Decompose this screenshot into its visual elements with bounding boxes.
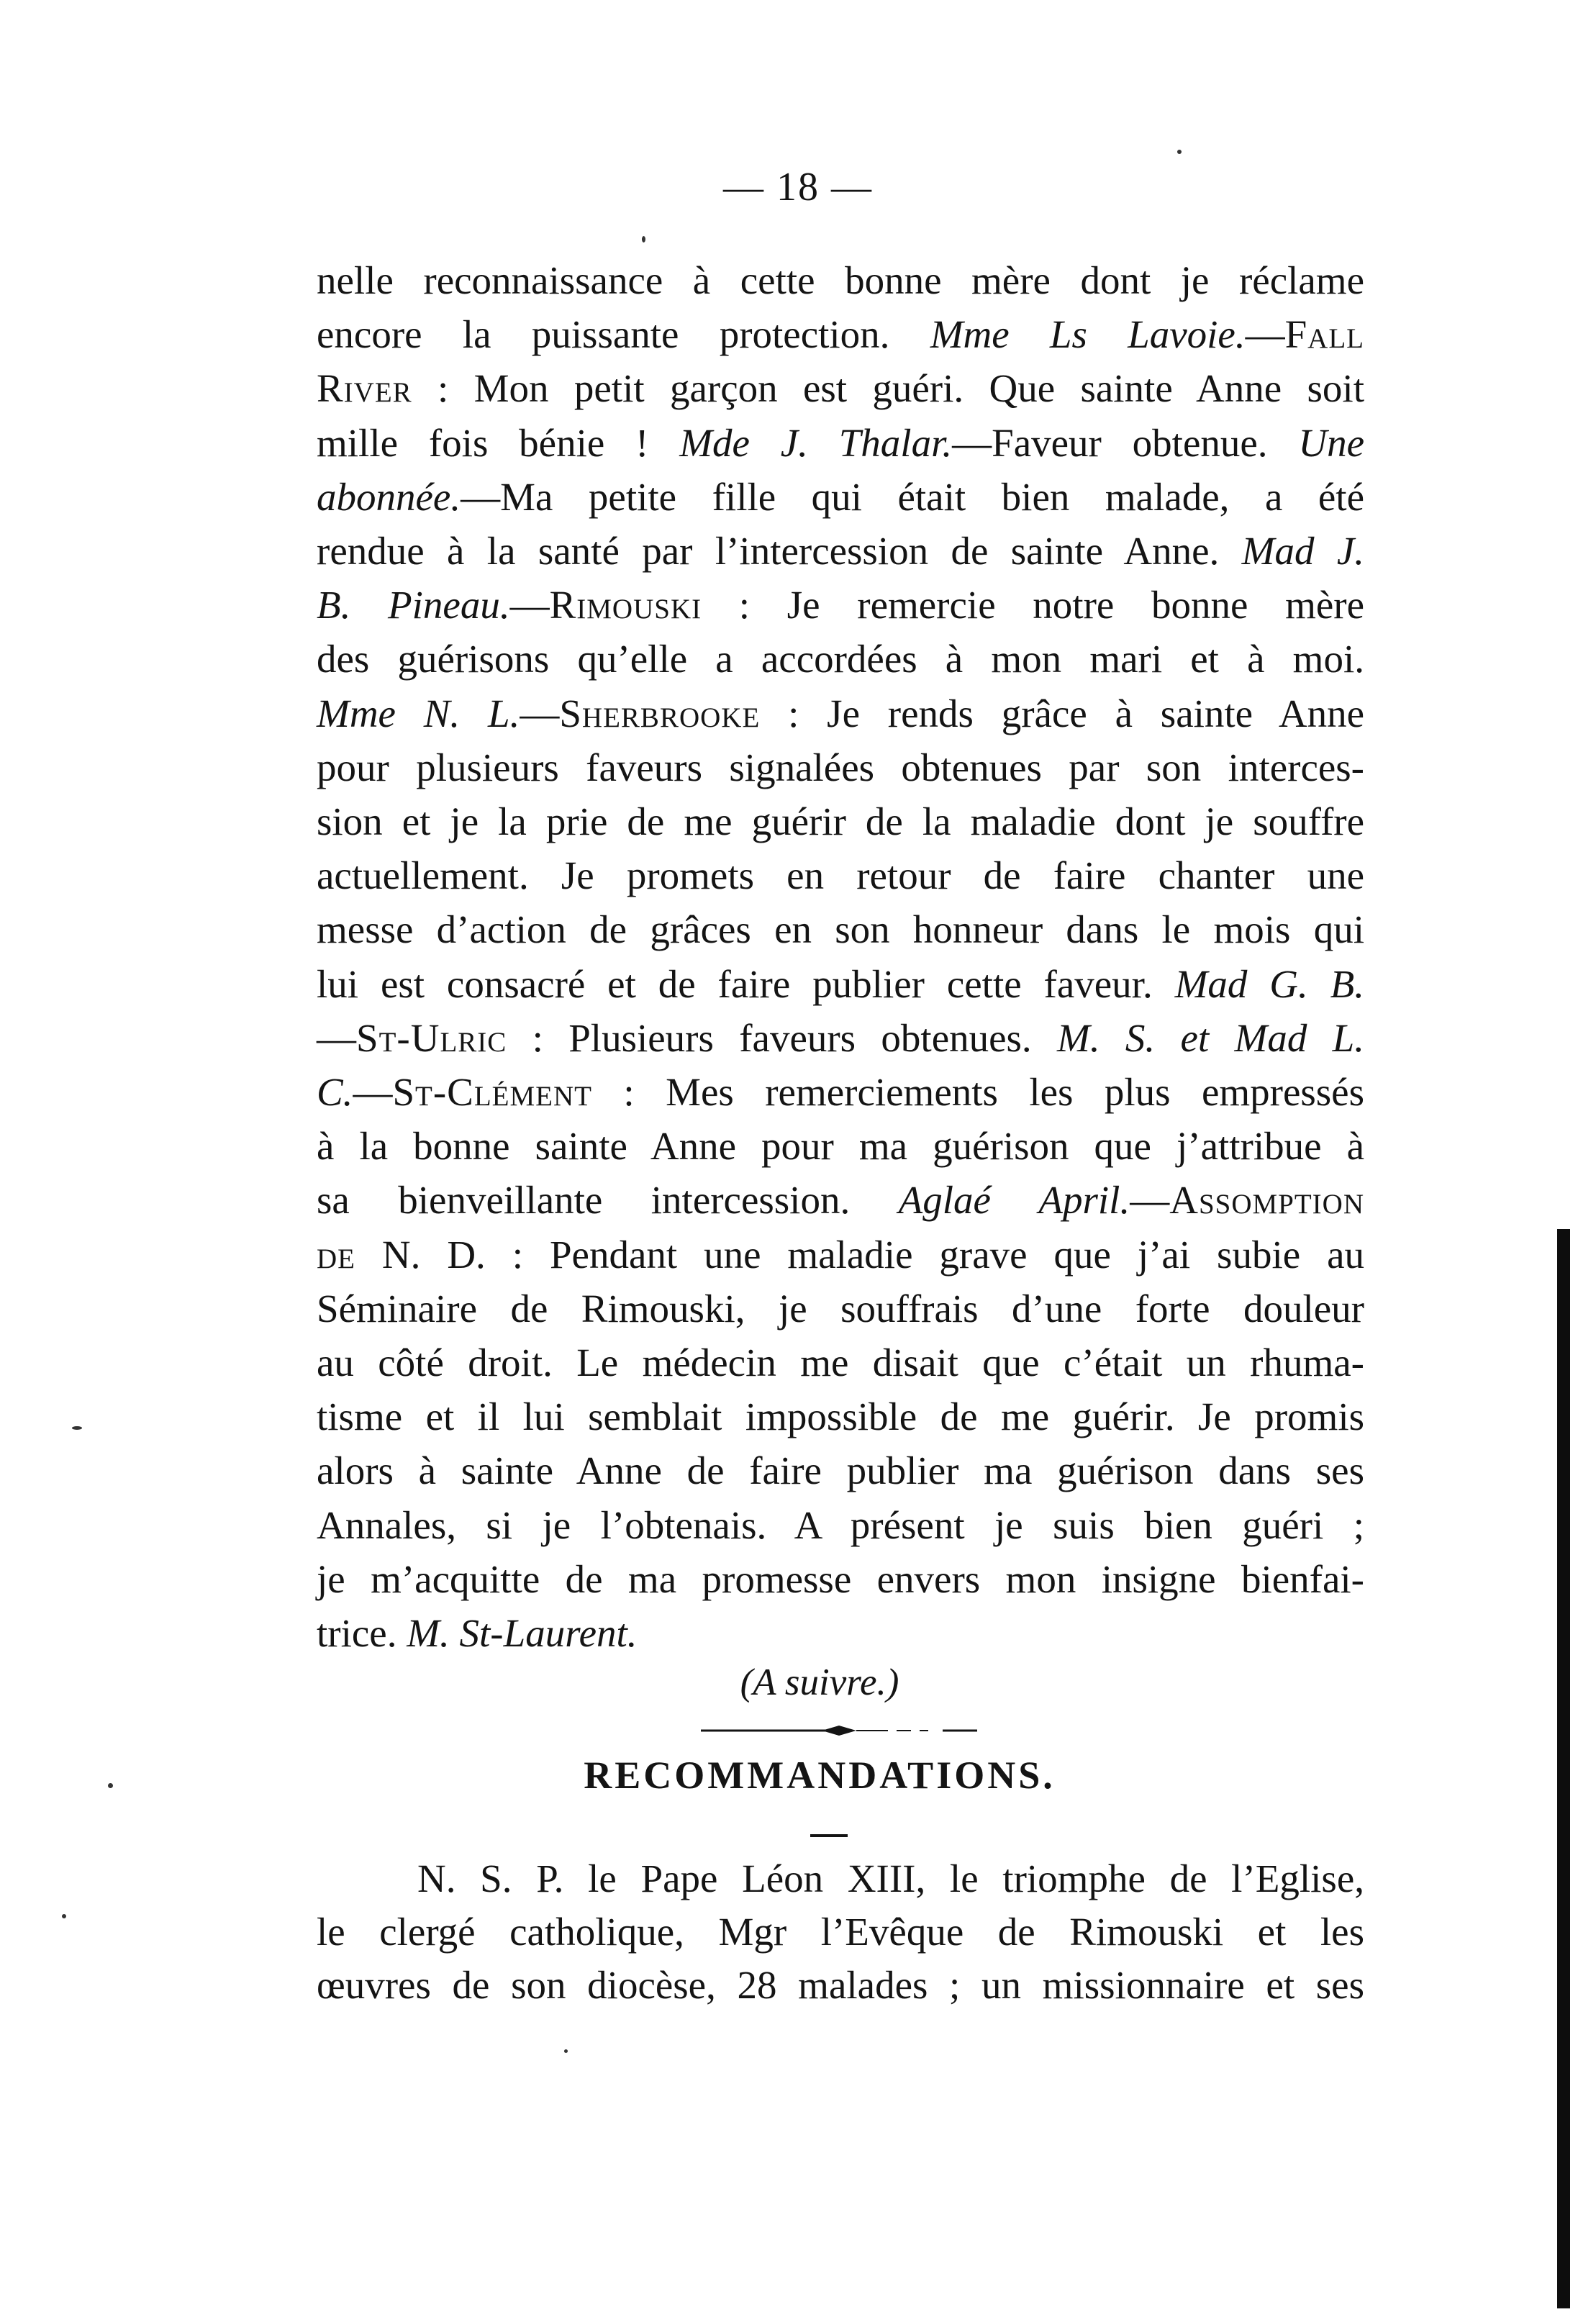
italic-name: B. Pineau.	[317, 583, 510, 627]
place-name: St-Ulric	[356, 1015, 507, 1060]
italic-name: Une	[1298, 420, 1364, 465]
text-line: River : Mon petit garçon est guéri. Que sainte Anne soit	[317, 366, 1364, 411]
text-line: messe d’action de grâces en son honneur dans le mois qui	[317, 907, 1364, 952]
text-line: pour plusieurs faveurs signalées obtenues par son interces-	[317, 745, 1364, 789]
italic-name: Mme Ls Lavoie.	[930, 312, 1246, 357]
continuation-note: (A suivre.)	[740, 1662, 899, 1703]
recommendations-text	[317, 1852, 1364, 2012]
italic-name: Mad G. B.	[1174, 961, 1364, 1006]
text-line: le clergé catholique, Mgr l’Evêque de Rimouski et les	[317, 1910, 1364, 1954]
text-line: rendue à la santé par l’intercession de sainte Anne. Mad J.	[317, 529, 1364, 574]
text-line: N. S. P. le Pape Léon XIII, le triomphe de l’Eglise,	[417, 1857, 1364, 1900]
italic-name: Mad J.	[1241, 529, 1364, 574]
scan-speck	[564, 2049, 568, 2053]
text-line: œuvres de son diocèse, 28 malades ; un missionnaire et ses	[317, 1963, 1364, 2007]
text-line: au côté droit. Le médecin me disait que c’était un rhuma-	[317, 1341, 1364, 1385]
italic-name: Mme N. L.	[317, 691, 520, 735]
text-line: sa bienveillante intercession. Aglaé April.—Assomption	[317, 1178, 1364, 1223]
italic-name: M. S. et Mad L.	[1057, 1015, 1364, 1060]
scan-speck	[1177, 150, 1182, 154]
text-line: tisme et il lui semblait impossible de me guérir. Je promis	[317, 1395, 1364, 1439]
text-line: Annales, si je l’obtenais. A présent je suis bien guéri ;	[317, 1502, 1364, 1547]
scan-speck	[72, 1426, 82, 1430]
place-name: de	[317, 1232, 355, 1277]
scan-speck	[108, 1783, 113, 1788]
page-number: — 18 —	[723, 165, 873, 209]
italic-name: Mde J. Thalar.	[679, 420, 953, 465]
text-line: —St-Ulric : Plusieurs faveurs obtenues. M. S. et Mad L.	[317, 1015, 1364, 1060]
italic-name: M. St-Laurent.	[407, 1611, 638, 1656]
scan-edge-shadow	[1557, 1229, 1570, 2308]
text-line: B. Pineau.—Rimouski : Je remercie notre bonne mère	[317, 583, 1364, 627]
text-line: abonnée.—Ma petite fille qui était bien malade, a été	[317, 474, 1364, 519]
section-heading: RECOMMANDATIONS.	[584, 1754, 1056, 1797]
text-line: Séminaire de Rimouski, je souffrais d’une forte douleur	[317, 1286, 1364, 1330]
text-line: Mme N. L.—Sherbrooke : Je rends grâce à sainte Anne	[317, 691, 1364, 735]
place-name: Rimouski	[549, 583, 702, 627]
place-name: Sherbrooke	[559, 691, 761, 735]
text-line: trice. M. St-Laurent.	[317, 1611, 638, 1656]
section-divider-ornament	[701, 1720, 977, 1741]
place-name: River	[317, 366, 412, 411]
body-text	[317, 253, 1364, 1660]
text-line: actuellement. Je promets en retour de faire chanter une	[317, 853, 1364, 898]
text-line: lui est consacré et de faire publier cette faveur. Mad G. B.	[317, 961, 1364, 1006]
text-line: mille fois bénie ! Mde J. Thalar.—Faveur obtenue. Une	[317, 420, 1364, 465]
text-line: alors à sainte Anne de faire publier ma guérison dans ses	[317, 1449, 1364, 1493]
text-line: de N. D. : Pendant une maladie grave que j’ai subie au	[317, 1232, 1364, 1277]
italic-name: C.	[317, 1070, 353, 1115]
text-line: nelle reconnaissance à cette bonne mère dont je réclame	[317, 258, 1364, 302]
text-line: des guérisons qu’elle a accordées à mon mari et à moi.	[317, 637, 1364, 681]
italic-name: abonnée.	[317, 474, 461, 519]
text-line: je m’acquitte de ma promesse envers mon insigne bienfai-	[317, 1556, 1364, 1601]
text-line: sion et je la prie de me guérir de la maladie dont je souffre	[317, 799, 1364, 844]
italic-name: Aglaé April.	[898, 1178, 1130, 1223]
text-line: encore la puissante protection. Mme Ls Lavoie.—Fall	[317, 312, 1364, 357]
scan-speck	[62, 1914, 66, 1918]
heading-rule	[810, 1834, 848, 1837]
text-line: C.—St-Clément : Mes remerciements les plus empressés	[317, 1070, 1364, 1115]
text-line: à la bonne sainte Anne pour ma guérison que j’attribue à	[317, 1124, 1364, 1169]
place-name: Assomption	[1169, 1178, 1364, 1223]
place-name: Fall	[1284, 312, 1364, 357]
place-name: St-Clément	[392, 1070, 592, 1115]
scan-speck	[642, 236, 645, 242]
